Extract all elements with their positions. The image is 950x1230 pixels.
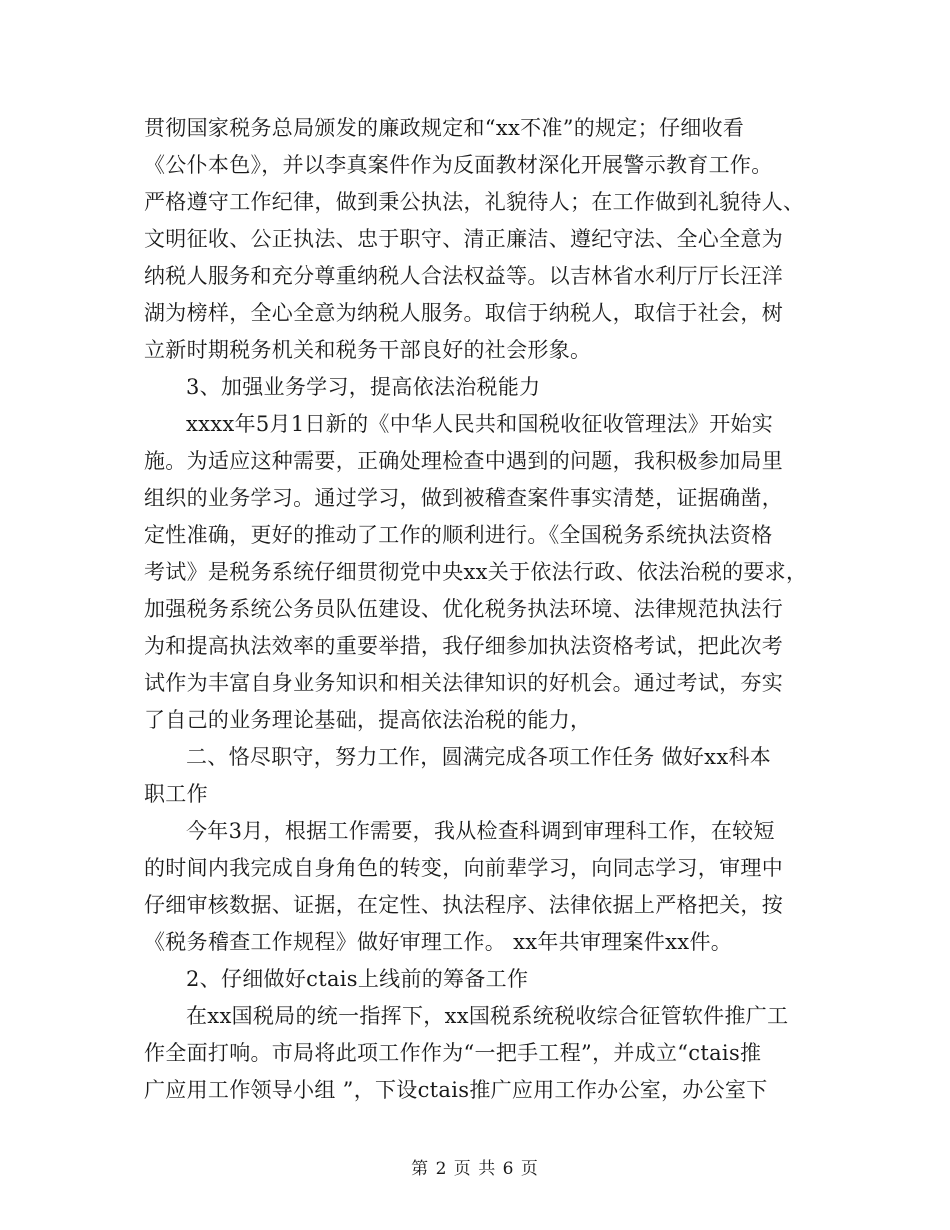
text-line: 施。为适应这种需要，正确处理检查中遇到的问题，我积极参加局里 xyxy=(144,449,783,473)
text-line: 了自己的业务理论基础，提高依法治税的能力， xyxy=(144,708,592,732)
text-line: 为和提高执法效率的重要举措，我仔细参加执法资格考试，把此次考 xyxy=(144,634,783,658)
document-body xyxy=(144,110,816,1109)
text-line: 仔细审核数据、证据，在定性、执法程序、法律依据上严格把关，按 xyxy=(144,893,783,917)
section-heading: 3、加强业务学习，提高依法治税能力 xyxy=(186,375,541,399)
text-line: 今年3月，根据工作需要，我从检查科调到审理科工作，在较短 xyxy=(186,819,775,843)
text-line: 湖为榜样，全心全意为纳税人服务。取信于纳税人，取信于社会，树 xyxy=(144,301,783,325)
text-line: 定性准确，更好的推动了工作的顺利进行。《全国税务系统执法资格 xyxy=(144,523,773,547)
text-line: 《公仆本色》，并以李真案件作为反面教材深化开展警示教育工作。 xyxy=(144,153,773,177)
text-line: 文明征收、公正执法、忠于职守、清正廉洁、遵纪守法、全心全意为 xyxy=(144,227,783,251)
section-heading-continued: 职工作 xyxy=(144,782,208,806)
text-line: xxxx年5月1日新的《中华人民共和国税收征收管理法》开始实 xyxy=(186,412,774,436)
page-footer xyxy=(0,1158,950,1180)
text-line: 广应用工作领导小组 ”，下设ctais推广应用工作办公室，办公室下 xyxy=(144,1078,768,1102)
text-line: 立新时期税务机关和税务干部良好的社会形象。 xyxy=(144,338,592,362)
text-line: 纳税人服务和充分尊重纳税人合法权益等。以吉林省水利厅厅长汪洋 xyxy=(144,264,783,288)
text-line: 贯彻国家税务总局颁发的廉政规定和“xx不准”的规定；仔细收看 xyxy=(144,116,745,140)
text-line: 试作为丰富自身业务知识和相关法律知识的好机会。通过考试，夯实 xyxy=(144,671,783,695)
section-heading: 二、恪尽职守，努力工作，圆满完成各项工作任务 做好xx科本 xyxy=(186,745,772,769)
text-line: 组织的业务学习。通过学习，做到被稽查案件事实清楚，证据确凿， xyxy=(144,486,783,510)
text-line: 的时间内我完成自身角色的转变，向前辈学习，向同志学习，审理中 xyxy=(144,856,783,880)
text-line: 作全面打响。市局将此项工作作为“一把手工程”，并成立“ctais推 xyxy=(144,1041,762,1065)
text-line: 考试》是税务系统仔细贯彻党中央xx关于依法行政、依法治税的要求， xyxy=(144,560,808,584)
section-heading: 2、仔细做好ctais上线前的筹备工作 xyxy=(186,967,529,991)
text-line: 加强税务系统公务员队伍建设、优化税务执法环境、法律规范执法行 xyxy=(144,597,783,621)
text-line: 《税务稽查工作规程》做好审理工作。 xx年共审理案件xx件。 xyxy=(144,930,733,954)
text-line: 严格遵守工作纪律，做到秉公执法，礼貌待人；在工作做到礼貌待人、 xyxy=(144,190,805,214)
page-number: 第 2 页 共 6 页 xyxy=(411,1159,539,1179)
text-line: 在xx国税局的统一指挥下，xx国税系统税收综合征管软件推广工 xyxy=(186,1004,789,1028)
